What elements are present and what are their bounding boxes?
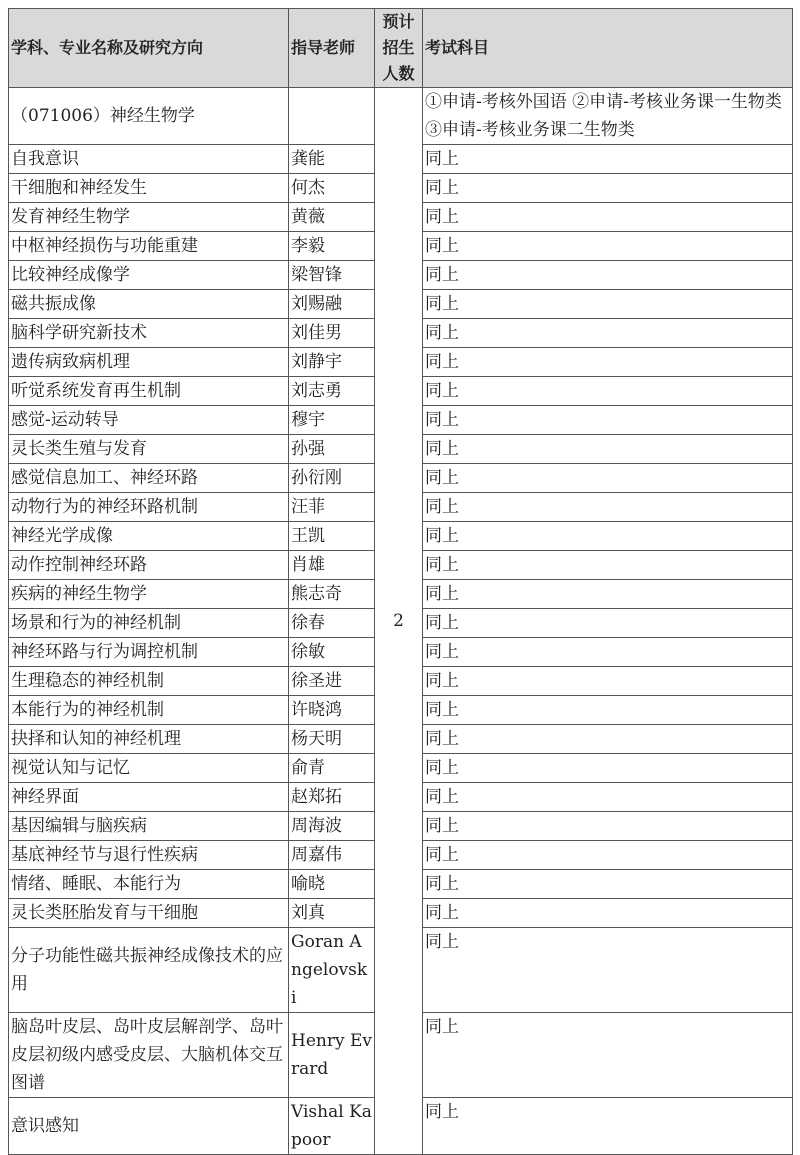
direction-cell: 分子功能性磁共振神经成像技术的应用 — [9, 928, 289, 1013]
direction-cell: 听觉系统发育再生机制 — [9, 377, 289, 406]
supervisor-cell: 王凯 — [289, 522, 375, 551]
supervisor-cell: 何杰 — [289, 174, 375, 203]
supervisor-cell: 刘赐融 — [289, 290, 375, 319]
direction-cell: 遗传病致病机理 — [9, 348, 289, 377]
direction-cell: 感觉-运动转导 — [9, 406, 289, 435]
quota-value: 2 — [375, 88, 423, 1155]
supervisor-cell: Goran Angelovski — [289, 928, 375, 1013]
exam-cell: 同上 — [423, 493, 793, 522]
direction-cell: 神经界面 — [9, 783, 289, 812]
direction-cell: 场景和行为的神经机制 — [9, 609, 289, 638]
exam-cell: 同上 — [423, 290, 793, 319]
enrollment-table — [8, 8, 793, 1155]
direction-cell: 神经光学成像 — [9, 522, 289, 551]
direction-cell: 视觉认知与记忆 — [9, 754, 289, 783]
supervisor-cell: 李毅 — [289, 232, 375, 261]
major-name: （071006）神经生物学 — [9, 88, 289, 145]
exam-cell: 同上 — [423, 406, 793, 435]
supervisor-cell: 杨天明 — [289, 725, 375, 754]
exam-cell: 同上 — [423, 551, 793, 580]
supervisor-cell: 俞青 — [289, 754, 375, 783]
exam-cell: 同上 — [423, 928, 793, 1013]
supervisor-cell: 熊志奇 — [289, 580, 375, 609]
exam-cell: 同上 — [423, 812, 793, 841]
direction-cell: 抉择和认知的神经机理 — [9, 725, 289, 754]
exam-cell: 同上 — [423, 580, 793, 609]
supervisor-cell: 刘佳男 — [289, 319, 375, 348]
supervisor-cell: 汪菲 — [289, 493, 375, 522]
exam-cell: 同上 — [423, 667, 793, 696]
direction-cell: 意识感知 — [9, 1098, 289, 1155]
major-row — [9, 88, 793, 145]
direction-cell: 基底神经节与退行性疾病 — [9, 841, 289, 870]
direction-cell: 感觉信息加工、神经环路 — [9, 464, 289, 493]
major-exam: ①申请-考核外国语 ②申请-考核业务课一生物类③申请-考核业务课二生物类 — [423, 88, 793, 145]
supervisor-cell: 刘真 — [289, 899, 375, 928]
exam-cell: 同上 — [423, 609, 793, 638]
direction-cell: 磁共振成像 — [9, 290, 289, 319]
exam-cell: 同上 — [423, 522, 793, 551]
exam-cell: 同上 — [423, 783, 793, 812]
direction-cell: 灵长类胚胎发育与干细胞 — [9, 899, 289, 928]
supervisor-cell: 刘志勇 — [289, 377, 375, 406]
major-supervisor — [289, 88, 375, 145]
exam-cell: 同上 — [423, 638, 793, 667]
direction-cell: 干细胞和神经发生 — [9, 174, 289, 203]
supervisor-cell: 穆宇 — [289, 406, 375, 435]
exam-cell: 同上 — [423, 1013, 793, 1098]
supervisor-cell: 周嘉伟 — [289, 841, 375, 870]
direction-cell: 灵长类生殖与发育 — [9, 435, 289, 464]
exam-cell: 同上 — [423, 261, 793, 290]
exam-cell: 同上 — [423, 899, 793, 928]
direction-cell: 神经环路与行为调控机制 — [9, 638, 289, 667]
supervisor-cell: Henry Evrard — [289, 1013, 375, 1098]
exam-cell: 同上 — [423, 464, 793, 493]
exam-cell: 同上 — [423, 1098, 793, 1155]
exam-cell: 同上 — [423, 203, 793, 232]
direction-cell: 动物行为的神经环路机制 — [9, 493, 289, 522]
direction-cell: 比较神经成像学 — [9, 261, 289, 290]
supervisor-cell: Vishal Kapoor — [289, 1098, 375, 1155]
exam-cell: 同上 — [423, 870, 793, 899]
exam-cell: 同上 — [423, 754, 793, 783]
direction-cell: 中枢神经损伤与功能重建 — [9, 232, 289, 261]
header-subject: 学科、专业名称及研究方向 — [9, 9, 289, 88]
table-header-row — [9, 9, 793, 88]
exam-cell: 同上 — [423, 435, 793, 464]
supervisor-cell: 龚能 — [289, 145, 375, 174]
supervisor-cell: 黄薇 — [289, 203, 375, 232]
direction-cell: 发育神经生物学 — [9, 203, 289, 232]
exam-cell: 同上 — [423, 145, 793, 174]
exam-cell: 同上 — [423, 725, 793, 754]
direction-cell: 动作控制神经环路 — [9, 551, 289, 580]
supervisor-cell: 梁智锋 — [289, 261, 375, 290]
supervisor-cell: 许晓鸿 — [289, 696, 375, 725]
supervisor-cell: 喻晓 — [289, 870, 375, 899]
exam-cell: 同上 — [423, 696, 793, 725]
supervisor-cell: 刘静宇 — [289, 348, 375, 377]
exam-cell: 同上 — [423, 377, 793, 406]
direction-cell: 疾病的神经生物学 — [9, 580, 289, 609]
supervisor-cell: 徐圣进 — [289, 667, 375, 696]
exam-cell: 同上 — [423, 348, 793, 377]
direction-cell: 自我意识 — [9, 145, 289, 174]
supervisor-cell: 徐春 — [289, 609, 375, 638]
supervisor-cell: 周海波 — [289, 812, 375, 841]
direction-cell: 脑科学研究新技术 — [9, 319, 289, 348]
direction-cell: 情绪、睡眠、本能行为 — [9, 870, 289, 899]
header-exam: 考试科目 — [423, 9, 793, 88]
exam-cell: 同上 — [423, 319, 793, 348]
direction-cell: 本能行为的神经机制 — [9, 696, 289, 725]
direction-cell: 生理稳态的神经机制 — [9, 667, 289, 696]
supervisor-cell: 肖雄 — [289, 551, 375, 580]
header-supervisor: 指导老师 — [289, 9, 375, 88]
supervisor-cell: 徐敏 — [289, 638, 375, 667]
supervisor-cell: 赵郑拓 — [289, 783, 375, 812]
exam-cell: 同上 — [423, 841, 793, 870]
exam-cell: 同上 — [423, 174, 793, 203]
supervisor-cell: 孙强 — [289, 435, 375, 464]
direction-cell: 脑岛叶皮层、岛叶皮层解剖学、岛叶皮层初级内感受皮层、大脑机体交互图谱 — [9, 1013, 289, 1098]
direction-cell: 基因编辑与脑疾病 — [9, 812, 289, 841]
exam-cell: 同上 — [423, 232, 793, 261]
supervisor-cell: 孙衍刚 — [289, 464, 375, 493]
header-quota: 预计招生人数 — [375, 9, 423, 88]
